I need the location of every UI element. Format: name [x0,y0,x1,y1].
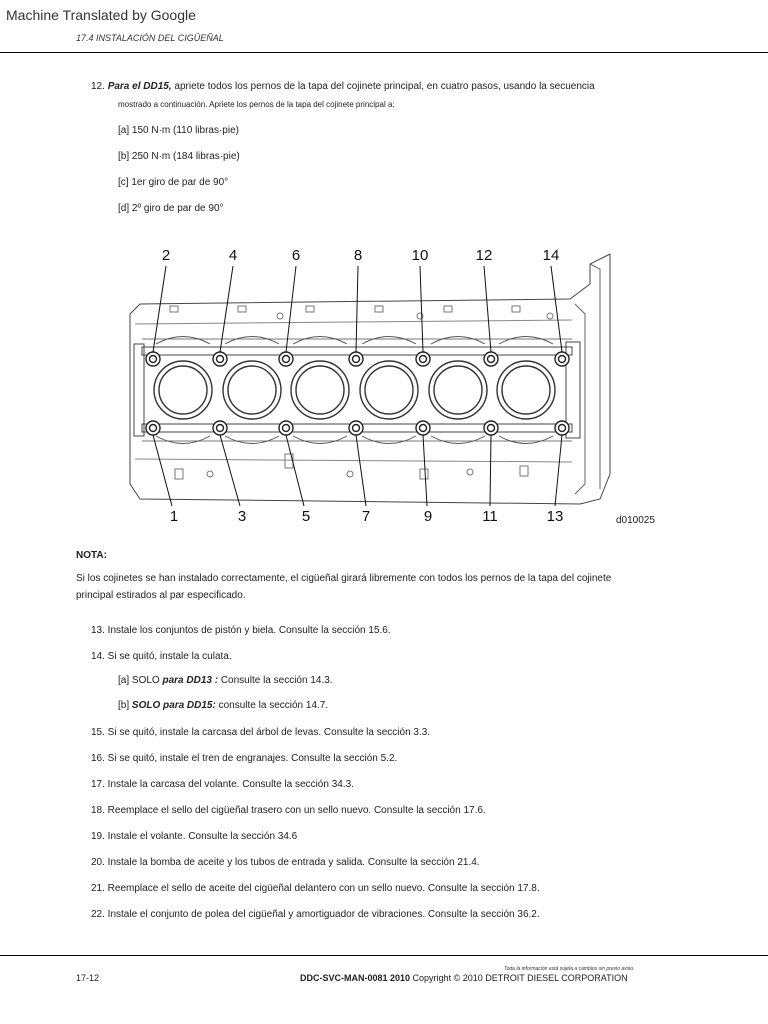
note-line-2: principal estirados al par especificado. [76,590,246,601]
copyright-text: Copyright © 2010 [410,973,486,983]
callout-7: 7 [361,508,371,525]
callout-6: 6 [291,247,301,264]
step-17: 17. Instale la carcasa del volante. Consulte la sección 34.3. [91,779,354,790]
step-12-lead: Para el DD15, [107,81,172,92]
step-14a-prefix: [a] SOLO [118,675,163,686]
translation-banner [0,0,768,53]
callout-11: 11 [482,508,498,525]
substep-c: [c] 1er giro de par de 90° [118,177,229,188]
callout-4: 4 [228,247,238,264]
step-18: 18. Reemplace el sello del cigüeñal trasero con un sello nuevo. Consulte la sección 17.6. [91,805,486,816]
callout-8: 8 [353,247,363,264]
page-number: 17-12 [76,973,100,983]
substep-d: [d] 2º giro de par de 90° [118,203,224,214]
callout-13: 13 [546,508,564,525]
step-14b-text: consulte la sección 14.7. [215,700,329,711]
doc-number: DDC-SVC-MAN-0081 2010 [300,973,411,983]
step-14b-prefix: [b] [118,700,132,711]
callout-2: 2 [161,247,171,264]
step-12-number: 12. [91,81,105,92]
substep-b: [b] 250 N·m (184 libras·pie) [118,151,240,162]
note-title: NOTA: [76,550,107,561]
figure-code: d010025 [616,515,655,526]
footer-disclaimer: Toda la información está sujeta a cambios sin previo aviso. [504,966,635,972]
step-14a [118,675,333,687]
callout-1: 1 [169,508,179,525]
step-14a-emphasis: para DD13 : [162,675,219,686]
company-name: DETROIT DIESEL CORPORATION [485,973,628,983]
banner-title: Machine Translated by Google [6,7,196,23]
step-14b [118,700,328,712]
step-16: 16. Si se quitó, instale el tren de engranajes. Consulte la sección 5.2. [91,753,398,764]
callout-9: 9 [423,508,433,525]
footer-divider [0,955,768,956]
step-13: 13. Instale los conjuntos de pistón y biela. Consulte la sección 15.6. [91,625,391,636]
step-14b-emphasis: SOLO para DD15: [131,700,216,711]
callout-3: 3 [237,508,247,525]
step-22: 22. Instale el conjunto de polea del cigüeñal y amortiguador de vibraciones. Consulte la sección 36.2. [91,909,540,920]
step-21: 21. Reemplace el sello de aceite del cigüeñal delantero con un sello nuevo. Consulte la sección 17.8. [91,883,540,894]
step-19: 19. Instale el volante. Consulte la sección 34.6 [91,831,298,842]
substep-a: [a] 150 N·m (110 libras·pie) [118,125,239,136]
step-14: 14. Si se quitó, instale la culata. [91,651,232,662]
step-15: 15. Si se quitó, instale la carcasa del árbol de levas. Consulte la sección 3.3. [91,727,431,738]
bolt-sequence-figure [120,244,660,532]
step-14a-text: Consulte la sección 14.3. [218,675,333,686]
callout-10: 10 [411,247,429,264]
step-20: 20. Instale la bomba de aceite y los tubos de entrada y salida. Consulte la sección 21.4. [91,857,480,868]
footer-copyright [300,973,628,983]
engine-block-diagram [120,244,660,532]
section-heading: 17.4 INSTALACIÓN DEL CIGÜEÑAL [76,33,224,43]
callout-14: 14 [542,247,560,264]
callout-12: 12 [475,247,493,264]
step-12-line [91,81,595,93]
note-line-1: Si los cojinetes se han instalado correctamente, el cigüeñal girará libremente con todos los pernos de la tapa del cojinete [76,573,612,584]
callout-5: 5 [301,508,311,525]
step-12-text: apriete todos los pernos de la tapa del cojinete principal, en cuatro pasos, usando la secuencia [171,81,595,92]
step-12-continuation: mostrado a continuación. Apriete los pernos de la tapa del cojinete principal a: [118,100,395,109]
